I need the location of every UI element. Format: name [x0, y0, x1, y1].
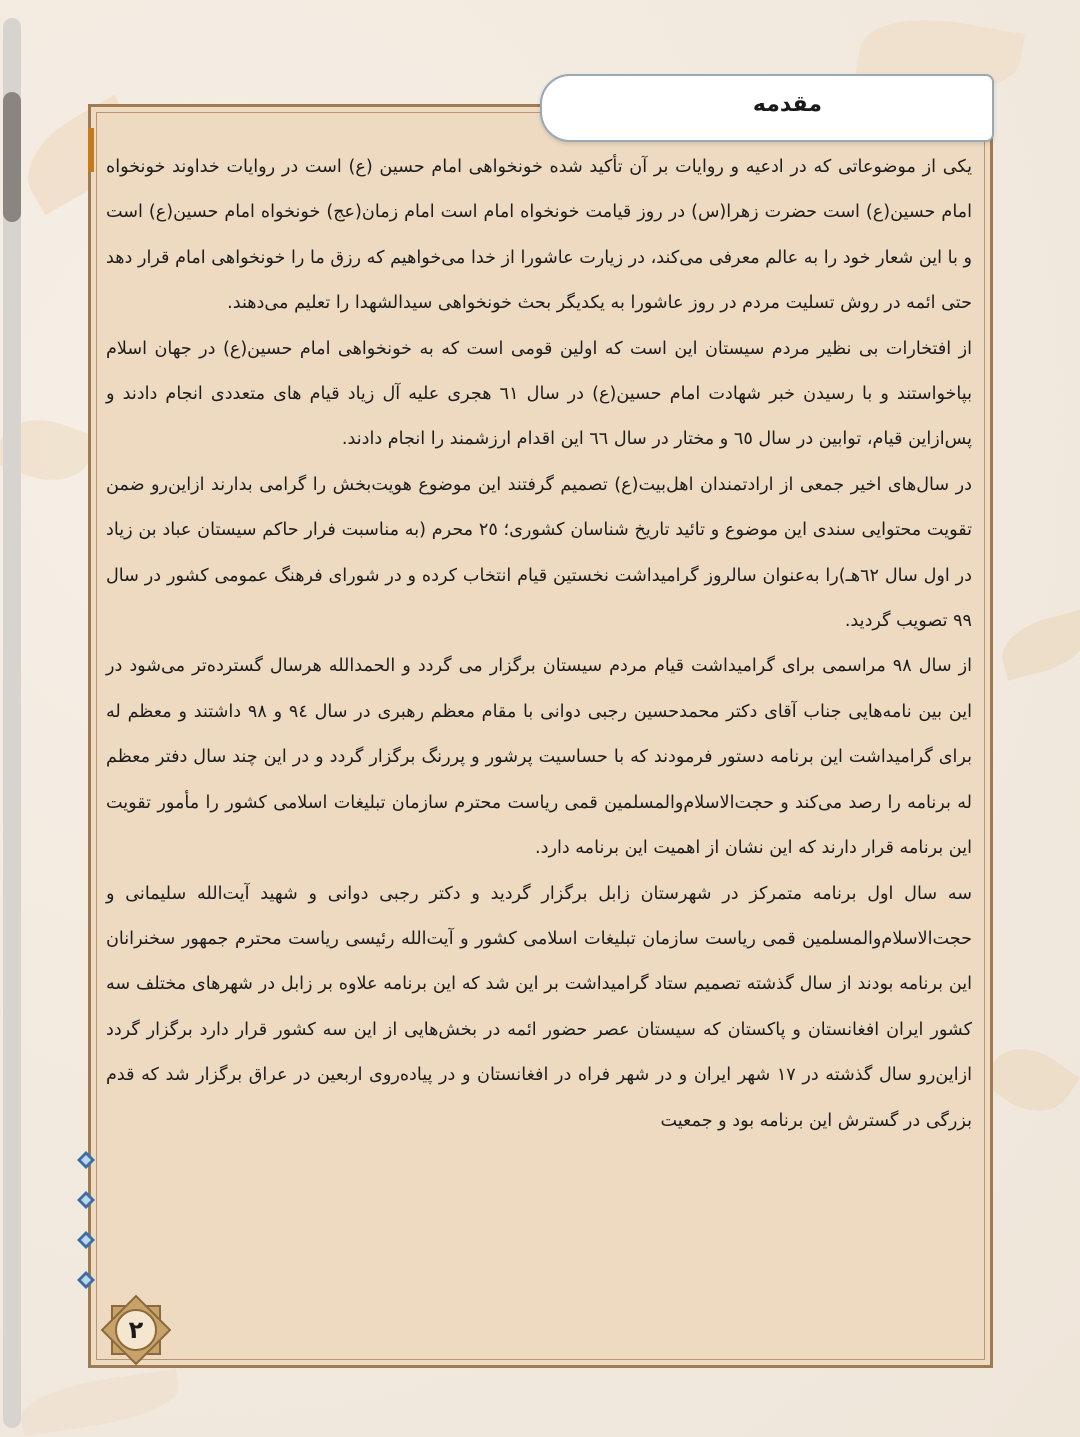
scrollbar-thumb[interactable]	[3, 92, 21, 222]
paragraph: در سال‌های اخیر جمعی از ارادتمندان اهل‌بیت(ع) تصمیم گرفتند این موضوع هویت‌بخش را گرامی بدارند ازاین‌رو ضمن تقویت محتوایی سندی این موضوع و تائید تاریخ شناسان کشوری؛ ٢٥ محرم (به مناسبت فرار حاکم سیستان عباد بن زیاد در اول سال ٦٢هـ)را به‌عنوان سالروز گرامیداشت نخستین قیام انتخاب کرده و در شورای فرهنگ عمومی کشور در سال ٩٩ تصویب گردید.	[106, 474, 972, 632]
background-leaf	[18, 1369, 183, 1436]
paragraph: یکی از موضوعاتی که در ادعیه و روایات بر آن تأکید شده خونخواهی امام حسین (ع) است در روایات خداوند خونخواه امام حسین(ع) است حضرت زهرا(س) در روز قیامت خونخواه امام است امام زمان(عج) خونخواه امام حسین(ع) است و با این شعار خود را به عالم معرفی می‌کند، در زیارت عاشورا از خدا می‌خواهیم که رزق ما را خونخواهی امام قرار دهد حتی ائمه در روش تسلیت مردم در روز عاشورا به یکدیگر بحث خونخواهی سیدالشهدا را تعلیم می‌دهند.	[106, 157, 972, 314]
diamond-ornament-icon	[76, 1230, 96, 1250]
accent-bar	[88, 128, 94, 172]
diamond-ornament-icon	[76, 1150, 96, 1170]
paragraph: از افتخارات بی نظیر مردم سیستان این است که اولین قومی است که به خونخواهی امام حسین(ع) در جهان اسلام بپاخواستند و با رسیدن خبر شهادت امام حسین(ع) در سال ٦١ هجری علیه آل زیاد قیام های متعددی انجام دادند و پس‌ازاین قیام، توابین در سال ٦٥ و مختار در سال ٦٦ این اقدام ارزشمند را انجام دادند.	[106, 338, 972, 450]
scrollbar-track[interactable]	[3, 18, 21, 1428]
title-tab	[540, 74, 994, 142]
background-leaf	[995, 609, 1080, 681]
paragraph: سه سال اول برنامه متمرکز در شهرستان زابل برگزار گردید و دکتر رجبی دوانی و شهید آیت‌الله سلیمانی و حجت‌الاسلام‌والمسلمین قمی ریاست سازمان تبلیغات اسلامی کشور و آیت‌الله رئیسی ریاست محترم جمهور سخنرانان این برنامه بودند از سال گذشته تصمیم ستاد گرامیداشت بر این شد که این برنامه علاوه بر زابل در شهرهای مختلف سه کشور ایران افغانستان و پاکستان که سیستان عصر حضور ائمه در بخش‌هایی از این سه کشور قرار دارد برگزار گردد ازاین‌رو سال گذشته در ١٧ شهر ایران و در شهر فراه در افغانستان و در پیاده‌روی اربعین در عراق برگزار شد که قدم بزرگی در گسترش این برنامه بود و جمعیت	[106, 883, 972, 1131]
page-number-badge	[101, 1295, 171, 1365]
page-title: مقدمه	[752, 92, 822, 117]
background-leaf	[980, 1032, 1080, 1127]
page-number: ۲	[128, 1316, 144, 1344]
body-text	[106, 145, 972, 1144]
diamond-ornament-icon	[76, 1270, 96, 1290]
paragraph: از سال ٩٨ مراسمی برای گرامیداشت قیام مردم سیستان برگزار می گردد و الحمدالله هرسال گسترده‌تر می‌شود در این بین نامه‌هایی جناب آقای دکتر محمدحسین رجبی دوانی با مقام معظم رهبری در سال ٩٤ و ٩٨ داشتند و معظم له برای گرامیداشت این برنامه دستور فرمودند که با حساسیت پرشور و پررنگ برگزار گردد و در این چند سال دفتر معظم له برنامه را رصد می‌کند و حجت‌الاسلام‌والمسلمین قمی ریاست محترم سازمان تبلیغات اسلامی کشور را مأمور تقویت این برنامه قرار دارند که این نشان از اهمیت این برنامه دارد.	[106, 656, 972, 859]
diamond-ornament-icon	[76, 1190, 96, 1210]
